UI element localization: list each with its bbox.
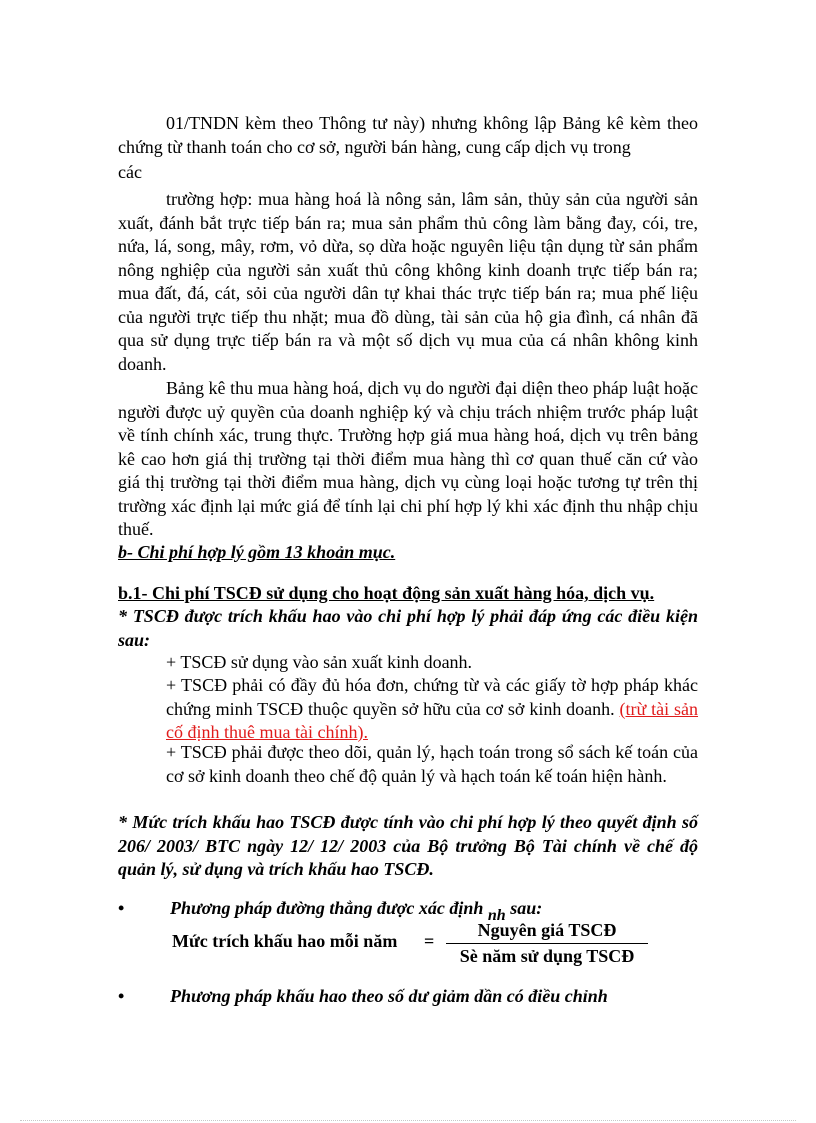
condition-3-text: + TSCĐ phải được theo dõi, quản lý, hạch toán trong sổ sách kế toán của cơ sở kinh doanh theo chế độ quản lý và hạch toán kế toán hiện hành. — [166, 742, 698, 786]
condition-2 — [166, 674, 698, 745]
bullet-2-text: Phương pháp khấu hao theo số dư giảm dần có điều chỉnh — [170, 986, 608, 1006]
paragraph-2-text: trường hợp: mua hàng hoá là nông sản, lâm sản, thủy sản của người sản xuất, đánh bắt trực tiếp bán ra; mua sản phẩm thủ công làm bằng đay, cói, tre, nứa, lá, song, mây, rơm, vỏ dừa, sọ dừa hoặc nguyên liệu tận dụng từ sản phẩm nông nghiệp của người sản xuất thủ công không kinh doanh trực tiếp bán ra; mua đất, đá, cát, sỏi của người dân tự khai thác trực tiếp bán ra; mua phế liệu của người trực tiếp thu nhặt; mua đồ dùng, tài sản của hộ gia đình, cá nhân đã qua sử dụng trực tiếp bán ra và một số dịch vụ mua của cá nhân không kinh doanh. — [118, 189, 698, 374]
formula-denominator: Sè năm sử dụng TSCĐ — [459, 946, 635, 966]
bullet-1-text-main: Phương pháp đường thẳng được xác định — [170, 898, 484, 918]
paragraph-3-text: Bảng kê thu mua hàng hoá, dịch vụ do người đại diện theo pháp luật hoặc người được uỷ quyền của doanh nghiệp ký và chịu trách nhiệm trước pháp luật về tính chính xác, trung thực. Trường hợp giá mua hàng hoá, dịch vụ trên bảng kê cao hơn giá thị trường tại thời điểm mua hàng thì cơ quan thuế căn cứ vào giá thị trường tại thời điểm mua hàng, dịch vụ cùng loại hoặc tương tự trên thị trường xác định lại mức giá để tính lại chi phí hợp lý khi xác định thu nhập chịu thuế. — [118, 378, 698, 539]
paragraph-3 — [118, 377, 698, 542]
page-bottom-divider — [20, 1120, 796, 1121]
condition-3 — [166, 741, 698, 788]
formula-equals: = — [424, 931, 435, 951]
condition-2-text: + TSCĐ phải có đầy đủ hóa đơn, chứng từ và các giấy tờ hợp pháp khác chứng minh TSCĐ thuộc quyền sở hữu của cơ sở kinh doanh. — [166, 675, 698, 719]
condition-2-red-note: (trừ tài sản cố định thuê mua tài chính). — [166, 698, 699, 742]
paragraph-1 — [118, 112, 698, 159]
heading-b1-text: b.1- Chi phí TSCĐ sử dụng cho hoạt động sản xuất hàng hóa, dịch vụ. — [118, 583, 655, 603]
rate-note — [118, 811, 698, 882]
paragraph-2 — [118, 188, 698, 376]
condition-1-text: + TSCĐ sử dụng vào sản xuất kinh doanh. — [166, 652, 473, 672]
conditions-title-text: * TSCĐ được trích khấu hao vào chi phí hợp lý phải đáp ứng các điều kiện sau: — [118, 606, 698, 650]
conditions-title — [118, 605, 698, 652]
formula-fraction — [442, 920, 652, 967]
heading-b — [118, 541, 698, 565]
paragraph-1-tail-text: các — [118, 162, 142, 182]
bullet-1-symbol: • — [118, 898, 125, 918]
bullet-2-symbol: • — [118, 986, 125, 1006]
bullet-1-text-tail: sau: — [510, 898, 543, 918]
bullet-1-subscript: nh — [487, 907, 506, 924]
heading-b-text: b- Chi phí hợp lý gồm 13 khoản mục. — [118, 542, 396, 562]
formula-label: Mức trích khấu hao mỗi năm — [172, 931, 398, 951]
paragraph-1-tail — [118, 161, 698, 185]
heading-b1 — [118, 582, 698, 606]
formula-numerator: Nguyên giá TSCĐ — [477, 920, 617, 940]
paragraph-1-text: 01/TNDN kèm theo Thông tư này) nhưng không lập Bảng kê kèm theo chứng từ thanh toán cho cơ sở, người bán hàng, cung cấp dịch vụ trong — [118, 113, 698, 157]
condition-1 — [166, 651, 698, 675]
rate-note-text: * Mức trích khấu hao TSCĐ được tính vào chi phí hợp lý theo quyết định số 206/ 2003/ BTC ngày 12/ 12/ 2003 của Bộ trưởng Bộ Tài chính về chế độ quản lý, sử dụng và trích khấu hao TSCĐ. — [118, 812, 698, 879]
